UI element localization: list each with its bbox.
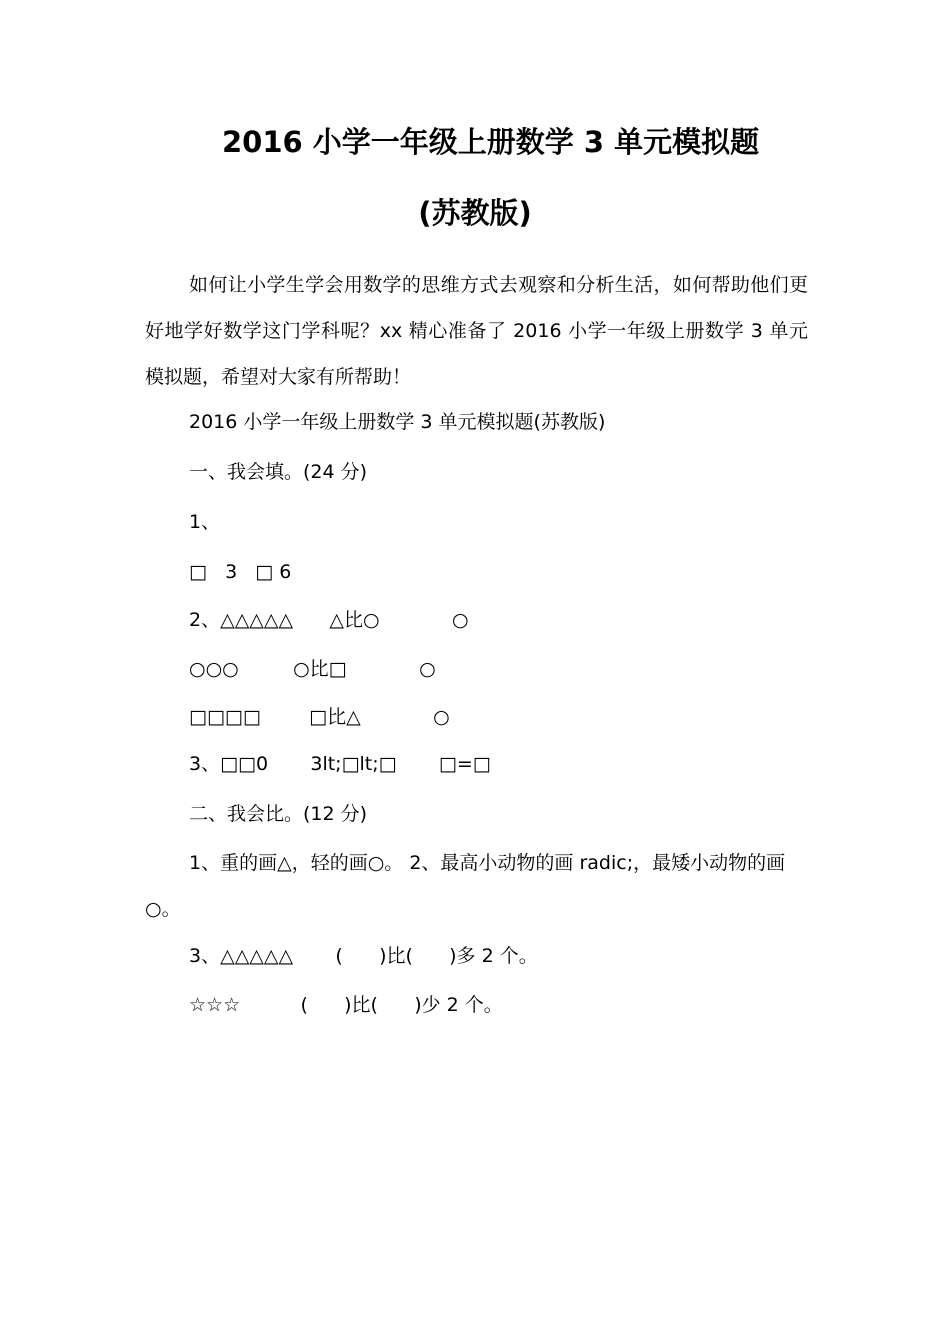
document-title-edition: (苏教版) <box>418 196 532 230</box>
section2-heading: 二、我会比。(12 分) <box>189 803 368 825</box>
question-2-row-2: ○○○ ○比□ ○ <box>189 658 436 680</box>
question-2-row-1: 2、△△△△△ △比○ ○ <box>189 609 469 631</box>
question-1-boxes: □ 3 □ 6 <box>189 561 292 583</box>
subtitle-line: 2016 小学一年级上册数学 3 单元模拟题(苏教版) <box>189 411 606 433</box>
intro-paragraph: 如何让小学生学会用数学的思维方式去观察和分析生活，如何帮助他们更好地学好数学这门学科呢？xx 精心准备了 2016 小学一年级上册数学 3 单元模拟题，希望对大家有所帮助！ <box>145 274 808 388</box>
section2-question-3-row-1: 3、△△△△△ ( )比( )多 2 个。 <box>189 945 538 967</box>
question-3: 3、□□0 3lt;□lt;□ □=□ <box>189 753 491 775</box>
question-1-label: 1、 <box>189 511 221 533</box>
section2-question-3-row-2: ☆☆☆ ( )比( )少 2 个。 <box>189 994 503 1016</box>
section1-heading: 一、我会填。(24 分) <box>189 461 368 483</box>
document-title: 2016 小学一年级上册数学 3 单元模拟题 <box>222 125 760 159</box>
question-2-row-3: □□□□ □比△ ○ <box>189 706 450 728</box>
section2-question-1-2: 1、重的画△，轻的画○。 2、最高小动物的画 radic;，最矮小动物的画○。 <box>145 852 786 920</box>
